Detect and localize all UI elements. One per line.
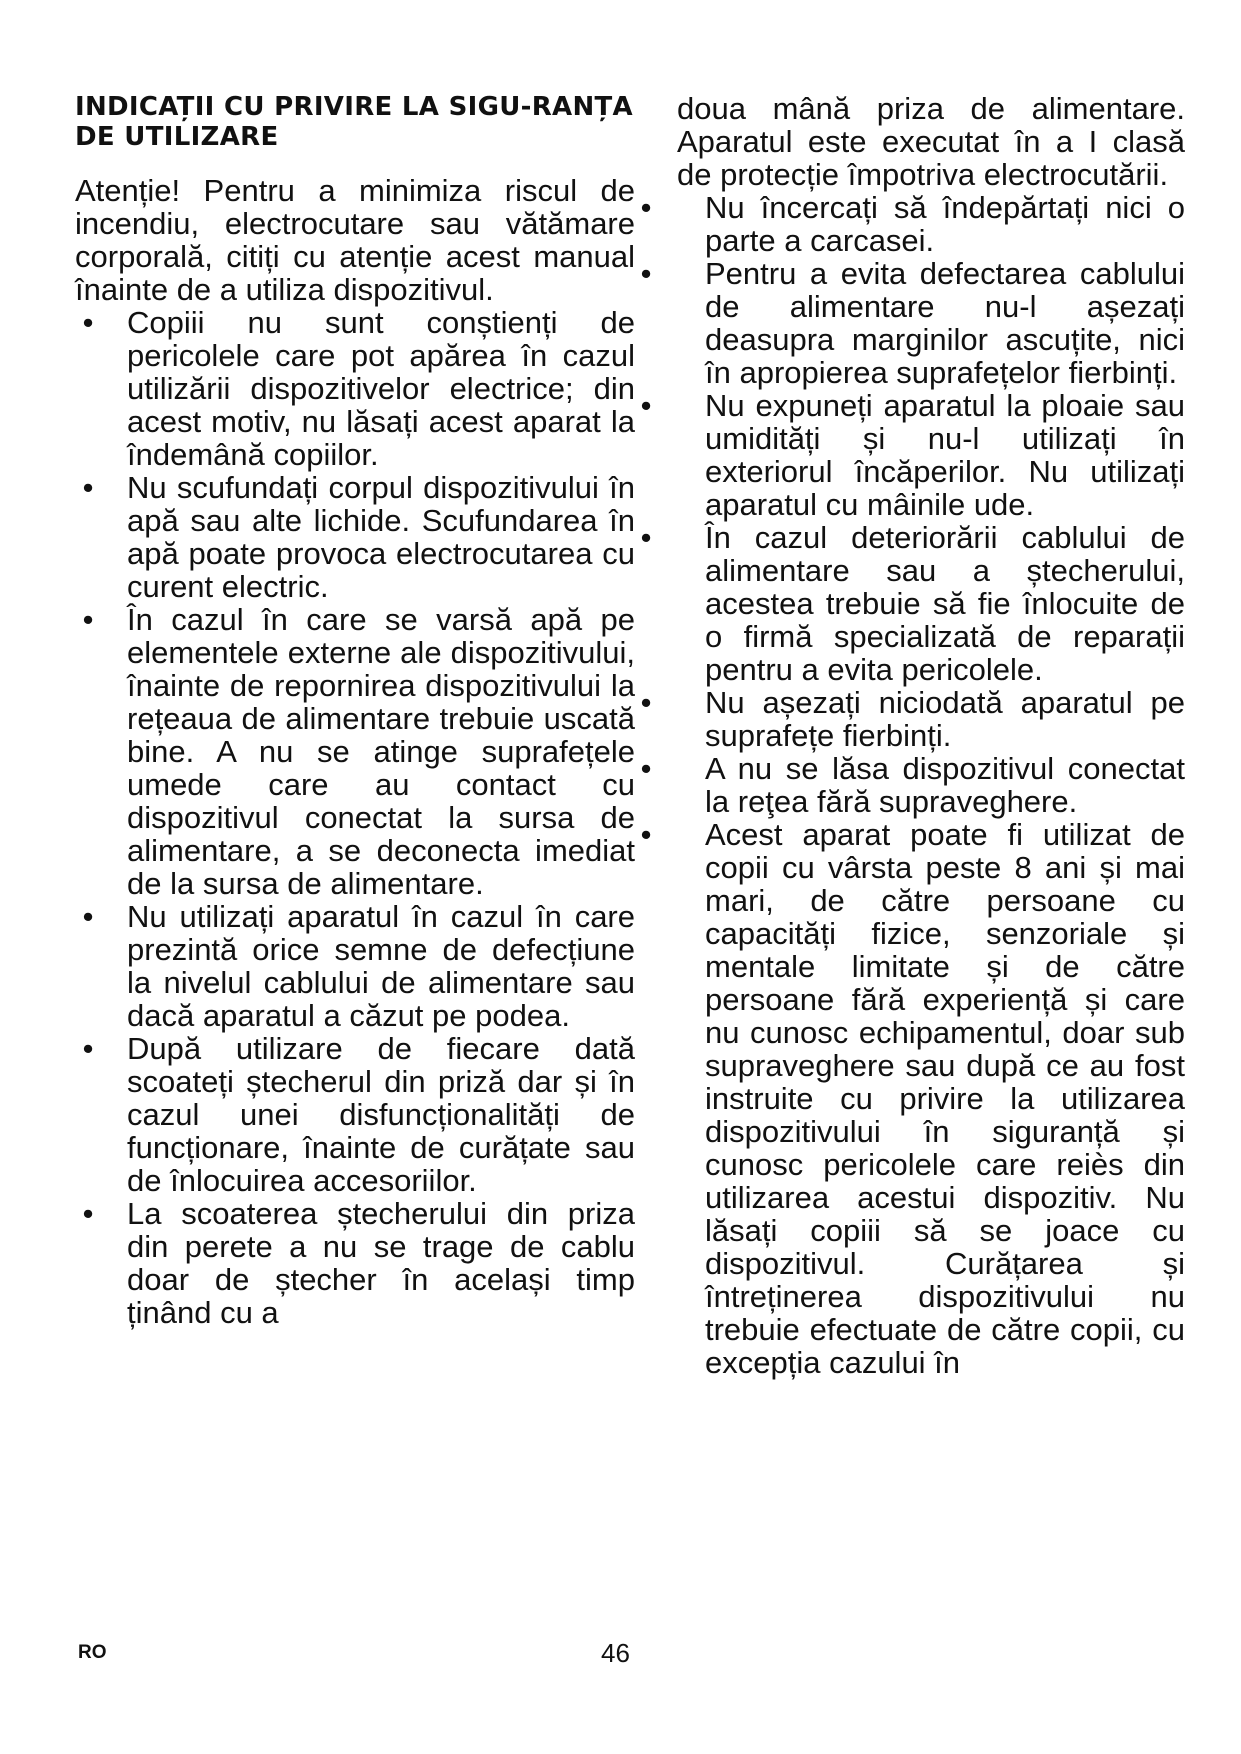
bullet: •: [640, 256, 652, 291]
list-item: • Nu încercați să îndepărtați nici o parte a carcasei.: [665, 191, 1185, 257]
bullet: •: [640, 190, 652, 225]
bullet: •: [82, 899, 94, 934]
list-item: • În cazul în care se varsă apă pe elementele externe ale dispozitivului, înainte de repornirea dispozitivului la rețeaua de alimentare trebuie uscată bine. A nu se atinge suprafețele umede care au contact cu dispozitivul conectat la sursa de alimentare, a se deconecta imediat de la sursa de alimentare.: [75, 603, 635, 900]
bullet: •: [640, 520, 652, 555]
safety-list-right: [640, 190, 1185, 1380]
continued-item-text: doua mână priza de alimentare. Aparatul este executat în a I clasă de protecție împotriva electrocutării.: [677, 91, 1185, 192]
list-item: • Nu așezați niciodată aparatul pe suprafețe fierbinți.: [665, 686, 1185, 752]
bullet: •: [640, 751, 652, 786]
section-heading: INDICAȚII CU PRIVIRE LA SIGU-RANȚA DE UTILIZARE: [75, 92, 633, 152]
list-item: • Copiii nu sunt conștienți de pericolele care pot apărea în cazul utilizării dispozitivelor electrice; din acest motiv, nu lăsați acest aparat la îndemână copiilor.: [75, 306, 635, 471]
bullet: •: [82, 305, 94, 340]
bullet: •: [82, 1031, 94, 1066]
language-code: RO: [78, 1642, 107, 1663]
list-item: • În cazul deteriorării cablului de alimentare sau a ștecherului, acestea trebuie să fie înlocuite de o firmă specializată de reparații pentru a evita pericolele.: [665, 521, 1185, 686]
bullet: •: [640, 685, 652, 720]
list-item: • Nu utilizați aparatul în cazul în care prezintă orice semne de defecțiune la nivelul cablului de alimentare sau dacă aparatul a căzut pe podea.: [75, 900, 635, 1032]
list-item: • După utilizare de fiecare dată scoateți ștecherul din priză dar și în cazul unei disfuncționalități de funcționare, înainte de curățate sau de înlocuirea accesoriilor.: [75, 1032, 635, 1197]
bullet: •: [82, 470, 94, 505]
list-item: • Nu expuneți aparatul la ploaie sau umidități și nu-l utilizați în exteriorul încăperilor. Nu utilizați aparatul cu mâinile ude.: [665, 389, 1185, 521]
list-item: • Pentru a evita defectarea cablului de alimentare nu-l așezați deasupra marginilor ascuțite, nici în apropierea suprafețelor fierbinți.: [665, 257, 1185, 389]
bullet: •: [640, 817, 652, 852]
right-column: [640, 91, 1185, 1380]
list-item: • A nu se lăsa dispozitivul conectat la reţea fără supraveghere.: [665, 752, 1185, 818]
safety-list-left: [75, 306, 635, 1329]
bullet: •: [82, 602, 94, 637]
warning-intro: Atenție! Pentru a minimiza riscul de incendiu, electrocutare sau vătămare corporală, citiți cu atenție acest manual înainte de a utiliza dispozitivul.: [75, 173, 635, 307]
bullet: •: [82, 1196, 94, 1231]
page-number: 46: [601, 1638, 630, 1668]
list-item: • La scoaterea ștecherului din priza din perete a nu se trage de cablu doar de ștecher în același timp ținând cu a: [75, 1197, 635, 1329]
bullet: •: [640, 388, 652, 423]
list-item: • Nu scufundați corpul dispozitivului în apă sau alte lichide. Scufundarea în apă poate provoca electrocutarea cu curent electric.: [75, 471, 635, 603]
left-column: [75, 92, 635, 1329]
list-item: • Acest aparat poate fi utilizat de copii cu vârsta peste 8 ani și mai mari, de către persoane cu capacități fizice, senzoriale și mentale limitate și de către persoane fără experiență și care nu cunosc echipamentul, doar sub supraveghere sau după ce au fost instruite cu privire la utilizarea dispozitivului în siguranță și cunosc pericolele care reiès din utilizarea acestui dispozitiv. Nu lăsați copiii să se joace cu dispozitivul. Curățarea și întreținerea dispozitivului nu trebuie efectuate de către copii, cu excepția cazului în: [665, 818, 1185, 1379]
